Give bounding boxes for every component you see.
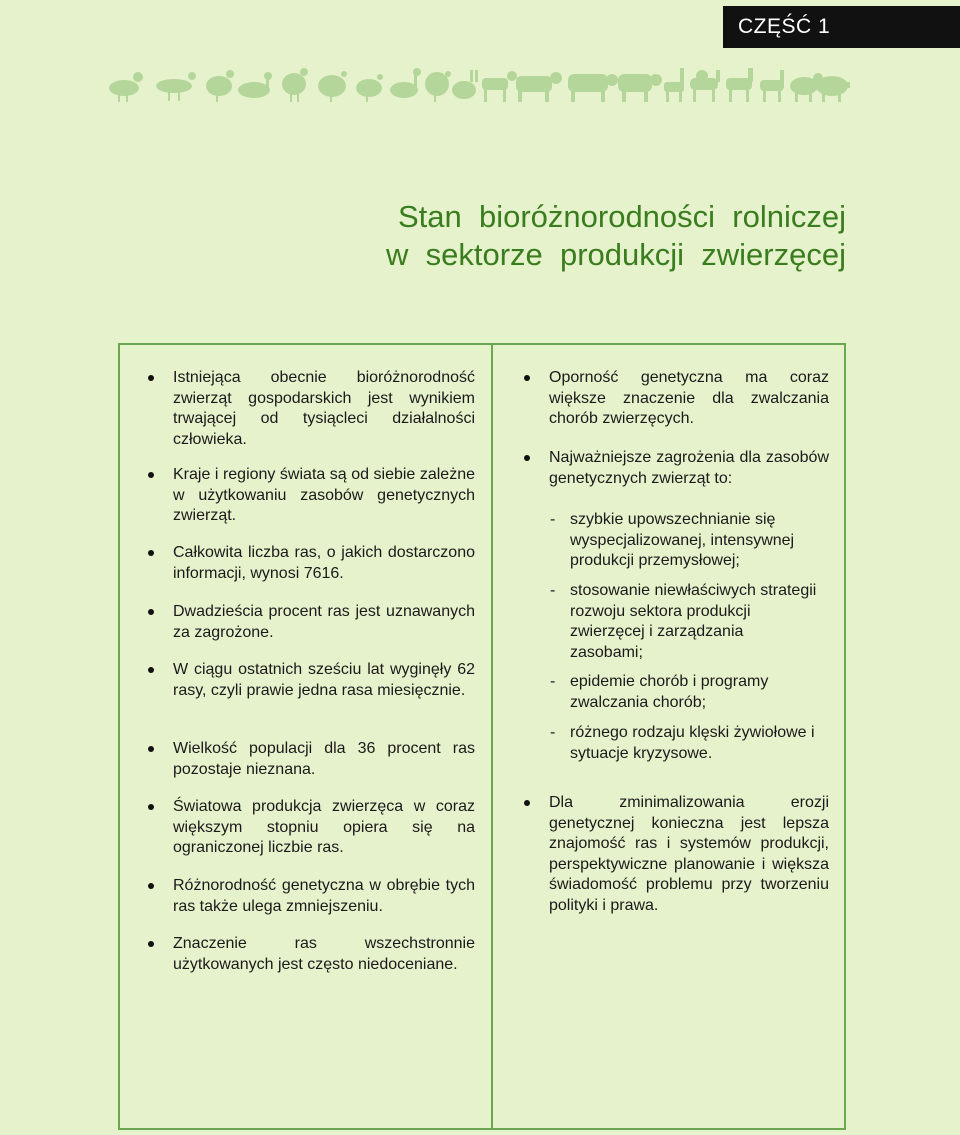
page-title xyxy=(386,198,846,274)
bullet-dot-icon xyxy=(148,609,154,615)
title-line-2: w sektorze produkcji zwierzęcej xyxy=(386,237,846,272)
list-item: Różnorodność genetyczna w obrębie tych ras także ulega zmniejszeniu. xyxy=(173,876,475,917)
cattle-icon xyxy=(516,72,562,102)
llama-icon xyxy=(664,68,684,102)
threat-item: - stosowanie niewłaściwych strategii rozwoju sektora produkcji zwierzęcej i zarządzania zasobami; xyxy=(550,582,817,661)
buffalo-icon xyxy=(568,74,618,102)
donkey-icon xyxy=(760,70,784,102)
duck-icon xyxy=(238,72,272,98)
threat-item: - epidemie chorób i programy zwalczania chorób; xyxy=(550,673,769,711)
camel-icon xyxy=(690,70,720,102)
list-item: Wielkość populacji dla 36 procent ras pozostaje nieznana. xyxy=(173,739,475,780)
list-item: Całkowita liczba ras, o jakich dostarczono informacji, wynosi 7616. xyxy=(173,543,475,584)
part-badge: CZĘŚĆ 1 xyxy=(723,6,960,48)
list-item: Istniejąca obecnie bioróżnorodność zwierząt gospodarskich jest wynikiem trwającej od tysiącleci działalności człowieka. xyxy=(173,368,475,450)
list-item: Znaczenie ras wszechstronnie użytkowanych jest często niedoceniane. xyxy=(173,934,475,975)
list-item: Światowa produkcja zwierzęca w coraz większym stopniu opiera się na ograniczonej liczbie ras. xyxy=(173,797,475,859)
rooster-icon xyxy=(282,68,308,102)
guinea-fowl-icon xyxy=(356,74,383,102)
threat-item: - szybkie upowszechnianie się wyspecjalizowanej, intensywnej produkcji przemysłowej; xyxy=(550,511,795,569)
goat-icon xyxy=(482,71,517,102)
bird-icon xyxy=(156,72,196,101)
pig-icon xyxy=(816,76,850,102)
list-item: Kraje i regiony świata są od siebie zależne w użytkowaniu zasobów genetycznych zwierząt. xyxy=(173,465,475,527)
list-item: Oporność genetyczna ma coraz większe znaczenie dla zwalczania chorób zwierzęcych. xyxy=(549,368,829,430)
animal-silhouettes-decoration xyxy=(104,64,850,104)
bullet-dot-icon xyxy=(524,800,530,806)
hen-icon xyxy=(206,70,234,102)
column-divider xyxy=(491,345,493,1128)
list-item: Dwadzieścia procent ras jest uznawanych za zagrożone. xyxy=(173,602,475,643)
goose-icon xyxy=(390,68,421,98)
bullet-dot-icon xyxy=(524,455,530,461)
bullet-dot-icon xyxy=(148,472,154,478)
bullet-dot-icon xyxy=(148,746,154,752)
bullet-dot-icon xyxy=(148,883,154,889)
list-item: Najważniejsze zagrożenia dla zasobów genetycznych zwierząt to: xyxy=(549,448,829,489)
list-item: W ciągu ostatnich sześciu lat wyginęły 62 rasy, czyli prawie jedna rasa miesięcznie. xyxy=(173,660,475,701)
bullet-dot-icon xyxy=(524,375,530,381)
yak-icon xyxy=(618,74,662,102)
bullet-dot-icon xyxy=(148,804,154,810)
turkey-icon xyxy=(318,71,347,102)
horse-icon xyxy=(726,68,753,102)
title-line-1: Stan bioróżnorodności rolniczej xyxy=(397,199,846,234)
rabbit-icon xyxy=(452,70,478,99)
bullet-dot-icon xyxy=(148,667,154,673)
list-item: Dla zminimalizowania erozji genetycznej konieczna jest lepsza znajomość ras i systemów produkcji, perspektywiczne planowanie i większa świadomość problemu przy tworzeniu polityki i prawa. xyxy=(549,793,829,916)
bullet-dot-icon xyxy=(148,941,154,947)
bullet-dot-icon xyxy=(148,550,154,556)
bird-icon xyxy=(109,72,143,102)
threat-item: - różnego rodzaju klęski żywiołowe i sytuacje kryzysowe. xyxy=(550,724,815,762)
bullet-dot-icon xyxy=(148,375,154,381)
turkey-icon xyxy=(425,71,451,102)
content-panel xyxy=(118,343,846,1130)
